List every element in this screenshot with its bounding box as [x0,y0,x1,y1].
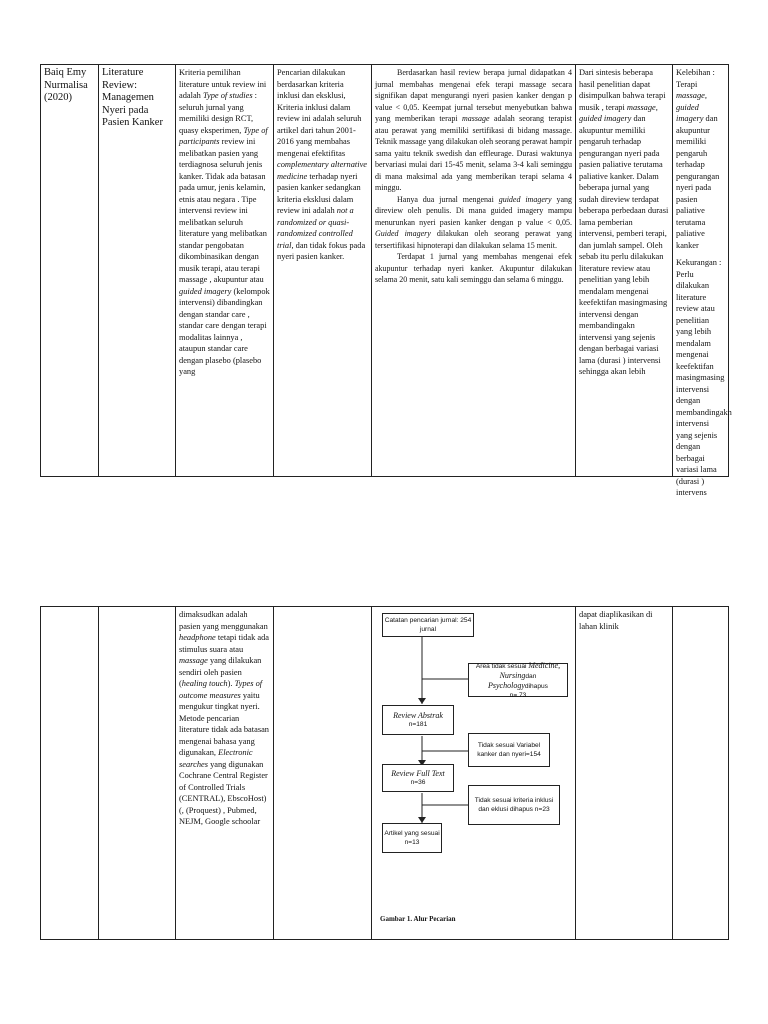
text-run: massage [179,656,208,665]
text-run: yaitu mengukur tingkat nyeri. Metode pencarian literature tidak ada batasan mengenai bahasa yang digunakan, [179,690,269,757]
flow-box-included [382,823,442,853]
text-run: yang digunakan Cochrane Central Register of Controlled Trials (CENTRAL), EbscoHost)(, (Proquest) , Pubmed, NEJM, Google schoolar [179,759,268,826]
criteria-continued-text [179,609,270,828]
results-cell [372,65,576,476]
text-run: Type of studies [202,91,253,100]
flow-box-area-excluded [468,660,568,699]
text-run: : seluruh jurnal yang memiliki design RCT, quasy eksperimen, [179,91,257,135]
flow-box-records-label: Catatan pencarian jurnal: 254 jurnal [384,617,472,633]
arrow-head-1 [418,698,426,704]
author-cell-continued [41,607,99,939]
text-run: Electronic searches [179,748,253,769]
criteria-cell-continued [176,607,274,939]
text-run: guided imagery [498,194,552,204]
title-cell-continued [99,607,176,939]
flow-box-records [382,613,474,637]
text-run: adalah seorang terapist atau perawat yang memiliki sertifikasi di bidang massage. Teknik massage yang dilakukan oleh seorang perawat hampir sama yaitu teknik swedish dan effleurage. Durasi waktunya bervariasi mulai dari 15-45 menit, selama 3-4 kali seminggu di mana maksimal ada yang memberikan terapi selama 4 minggu. [375,114,572,192]
search-cell-continued [274,607,372,939]
results-paragraph-3 [375,251,572,286]
text-run: Terapi [676,79,698,89]
strengths-text [676,67,727,251]
text-run: yang dilakukan sendiri oleh pasien ( [179,656,262,688]
text-run: massage, guided imagery [676,91,707,123]
text-run: Perlu dilakukan literature review atau penelitian yang lebih mendalam mengenai keefektifan masingmasing intervensi dengan membandingakn intervensi yang sejenis dengan berbagai variasi lama (durasi ) intervens [676,269,732,497]
text-run: Hanya dua jurnal mengenai [397,194,499,204]
text-run: Type of participants [179,125,268,146]
text-run: complementary alternative medicine [277,160,368,181]
weakness-text [676,257,732,499]
text-run: yang direview oleh penulis. Di mana guided imagery mampu menurunkan nyeri pasien kanker dengan p value < 0,05. [375,194,572,227]
results-paragraph-1 [375,67,572,194]
strengths-weakness-cell [673,65,732,497]
criteria-text [179,67,270,378]
text-run: Berdasarkan hasil review berapa jurnal didapatkan 4 jurnal membahas mengenai efek terapi massage secara signifikan dapat mengurangi nyeri pasien kanker dengan p value < 0,05. Keempat jurnal tersebut menyebutkan bahwa yang memberikan terapi [375,68,572,123]
text-run: Dari sintesis beberapa hasil penelitian dapat disimpulkan bahwa terapi musik , terapi [579,68,666,112]
text-run: Terdapat 1 jurnal yang membahas mengenai efek akupuntur terhadap nyeri kanker. Akupuntur dilakukan selama 20 menit, satu kali seminggu dan selama 6 minggu. [375,252,572,284]
text-run: not a randomized or quasi-randomized controlled trial [277,206,354,250]
strengths-weakness-cell-continued [673,607,730,939]
text-run: Pencarian dilakukan berdasarkan kriteria inklusi dan eksklusi, Kriteria inklusi dalam review ini adalah seluruh artikel dari tahun 2001-2016 yang membahas mengenai efektifitas [277,68,362,158]
flow-box-fulltext-label: Review Full Text [391,769,445,778]
text-run: headphone [179,633,216,642]
flow-box-criteria-label: Tidak sesuai kriteria inklusi dan eklusi dihapus n=23 [474,797,554,813]
text-run: dan akupuntur memiliki pengaruh terhadap pengurangan nyeri pada pasien paliative terutama paliative kanker [676,114,720,250]
flow-box-abstract-count: n=181 [408,721,428,728]
search-flow-diagram [372,607,576,941]
flow-diagram-cell [372,607,576,939]
criteria-cell [176,65,274,476]
text-run: healing touch [181,679,228,688]
flow-box-included-label: Artikel yang sesuai n=13 [384,830,440,846]
flow-box-abstract-label: Review Abstrak [393,711,443,720]
author-text: Baiq Emy Nurmalisa (2020) [44,67,88,103]
text-run: , dan tidak fokus pada nyeri pasien kanker. [277,240,366,261]
search-cell [274,65,372,476]
text-run: Types of outcome measures [179,679,263,700]
title-cell [99,65,176,476]
text-run: Guided imagery [375,229,431,238]
title-text: Literature Review: Managemen Nyeri pada Pasien Kanker [102,67,163,128]
flow-box-abstract-review [382,705,454,735]
text-run: massage, guided imagery [579,102,658,123]
flow-box-variable-label: Tidak sesuai Variabel kanker dan nyeri=154 [477,742,541,758]
author-cell [41,65,99,476]
literature-review-table-part-2 [40,606,729,940]
text-run: massage [461,114,490,123]
synthesis-continued-text: dapat diaplikasikan di lahan klinik [579,610,653,631]
synthesis-cell [576,65,673,476]
flow-box-criteria-excluded [468,785,560,825]
flow-box-area-label: Area tidak sesuai Medicine, Nursingdan Psychologydihapus [475,660,561,690]
search-text [277,67,368,263]
text-run: tetapi tidak ada stimulus suara atau [179,633,270,654]
flow-box-fulltext-count: n=36 [410,779,426,786]
results-paragraph-2 [375,194,572,252]
text-run: (kelompok intervensi) dibandingkan dengan standar care , standar care dengan terapi modalitas lainnya , ataupun standar care dengan plasebo (plasebo yang [179,286,270,376]
flow-box-fulltext-review [382,764,454,792]
synthesis-text [579,67,669,378]
text-run: ). [227,679,235,688]
text-run: Kriteria pemilihan literature untuk review ini adalah [179,68,267,100]
text-run: Kekurangan : [676,258,722,267]
text-run: terhadap nyeri pasien kanker sedangkan kriteria eksklusi dalam review ini adalah [277,171,361,215]
flow-box-variable-excluded [468,733,550,767]
figure-caption: Gambar 1. Alur Pecarian [380,915,456,923]
text-run: Kelebihan : [676,68,715,77]
text-run: dimaksudkan adalah pasien yang menggunakan [179,610,268,631]
synthesis-cell-continued [576,607,673,939]
literature-review-table-part-1 [40,64,732,497]
text-run: dan akupuntur memiliki pengaruh terhadap pengurangan nyeri pada pasien paliative terutama paliative kanker. Dalam beberapa jurnal yang sudah direview terdapat beberapa perbedaan durasi lama pemberian intervensi, pemberi terapi, dan jumlah sampel. Oleh sebab itu perlu dilakukan literature review atau penelitian yang lebih mendalam mengenai keefektifan masingmasing intervensi dengan membandingakn intervensi yang sejenis dengan berbagai variasi lama (durasi ) intervensi sehingga akan lebih [579,114,669,376]
text-run: dilakukan oleh seorang perawat yang tersertifikasi hipnoterapi dan dilakukan selama 15 menit. [375,229,572,250]
flow-box-area-count: n= 73 [509,691,527,699]
text-run: review ini melibatkan pasien yang terdiagnosa seluruh jenis kanker. Tidak ada batasan pada umur, jenis kelamin, etnis atau negara . Tipe intervensi review ini melibatkan seluruh literature yang melibatkan standar pengobatan dikombinasikan dengan musik terapi, atau terapi massage , akupuntur atau [179,137,267,284]
text-run: guided imagery [179,286,232,296]
